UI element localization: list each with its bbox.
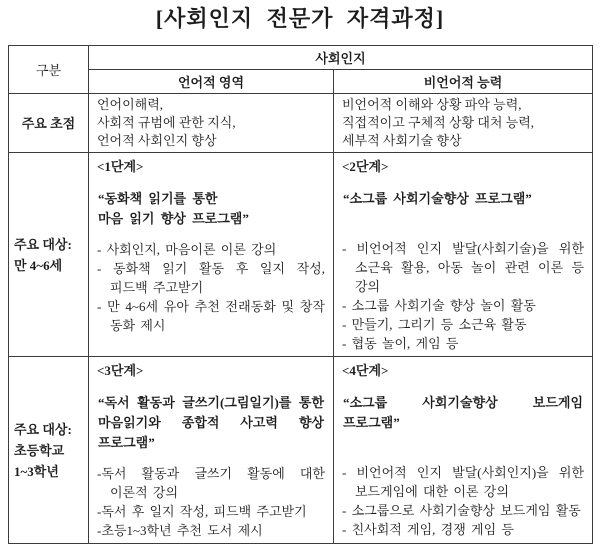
focus-verbal-line: 언어적 사회인지 향상	[97, 133, 217, 148]
target-label-line: 초등학교	[14, 442, 65, 458]
list-item: -초등1~3학년 추천 도서 제시	[97, 523, 263, 538]
cell-stage3	[89, 357, 334, 544]
stage1-program-title: “동화책 읽기를 통한	[98, 191, 218, 206]
row-target-age4to6	[9, 153, 593, 357]
cell-stage4	[334, 357, 593, 544]
target-label-line: 주요 대상:	[14, 421, 72, 437]
header-cell-verbal: 언어적 영역	[89, 70, 334, 94]
cell-stage2	[334, 153, 593, 357]
target-label-line: 만 4~6세	[14, 257, 63, 273]
list-item: - 동화책 읽기 활동 후 일지 작성, 피드백 주고받기	[97, 261, 325, 295]
stage1-item-list	[97, 240, 325, 335]
list-item: - 비언어적 인지 발달(사회기술)을 위한 소근육 활용, 아동 놀이 관련 이론 등 강의	[342, 241, 585, 294]
row-target-grade1to3	[9, 357, 593, 544]
header-row-2	[9, 70, 593, 94]
stage3-program-title: “독서 활동과 글쓰기(그림일기)를 통한 마음읽기와 종합적 사고력 향상 프로그램”	[98, 395, 324, 450]
stage1-program-title: 마음 읽기 향상 프로그램”	[98, 211, 249, 226]
stage3-item-list	[97, 464, 325, 540]
stage4-program-title: “소그룹 사회기술향상 보드게임 프로그램”	[343, 395, 584, 430]
header-cell-group: 사회인지	[89, 46, 593, 70]
list-item: - 비언어적 인지 발달(사회인지)을 위한 보드게임에 대한 이론 강의	[342, 465, 585, 499]
stage3-heading: <3단계>	[97, 363, 144, 378]
list-item: - 만들기, 그리기 등 소근육 활동	[342, 317, 527, 332]
stage2-heading: <2단계>	[342, 159, 389, 174]
header-cell-nonverbal: 비언어적 능력	[334, 70, 593, 94]
stage2-program-title: “소그룹 사회기술향상 프로그램”	[343, 191, 532, 206]
list-item: - 소그룹 사회기술 향상 놀이 활동	[342, 298, 536, 313]
header-cell-category: 구분	[9, 46, 89, 94]
cell-focus-nonverbal	[334, 94, 593, 153]
stage4-item-list	[342, 463, 584, 539]
row-label-main-focus: 주요 초점	[9, 94, 89, 153]
stage2-item-list	[342, 239, 584, 353]
list-item: - 협동 놀이, 게임 등	[342, 336, 459, 351]
header-row-1	[9, 46, 593, 70]
focus-nonverbal-line: 세부적 사회기술 향상	[342, 133, 462, 148]
target-label-line: 주요 대상:	[14, 236, 72, 252]
page-title: [사회인지 전문가 자격과정]	[155, 6, 445, 31]
list-item: - 만 4~6세 유아 추천 전래동화 및 창작 동화 제시	[97, 299, 325, 333]
focus-nonverbal-line: 비언어적 이해와 상황 파악 능력,	[342, 97, 522, 112]
list-item: - 사회인지, 마음이론 이론 강의	[97, 242, 277, 257]
list-item: -독서 활동과 글쓰기 활동에 대한 이론적 강의	[97, 466, 325, 500]
cell-stage1	[89, 153, 334, 357]
row-main-focus	[9, 94, 593, 153]
stage1-heading: <1단계>	[97, 159, 144, 174]
row-label-grade1to3	[9, 357, 89, 544]
focus-nonverbal-line: 직접적이고 구체적 상황 대처 능력,	[342, 115, 535, 130]
list-item: -독서 후 일지 작성, 피드백 주고받기	[97, 504, 307, 519]
focus-verbal-line: 사회적 규범에 관한 지식,	[97, 115, 236, 130]
list-item: - 친사회적 게임, 경쟁 게임 등	[342, 522, 514, 537]
stage4-heading: <4단계>	[342, 363, 389, 378]
list-item: - 소그룹으로 사회기술향상 보드게임 활동	[342, 503, 581, 518]
focus-verbal-line: 언어이해력,	[97, 97, 164, 112]
qualification-course-table	[8, 45, 593, 544]
row-label-age4to6	[9, 153, 89, 357]
document-page	[0, 5, 600, 544]
cell-focus-verbal	[89, 94, 334, 153]
target-label-line: 1~3학년	[14, 463, 59, 479]
